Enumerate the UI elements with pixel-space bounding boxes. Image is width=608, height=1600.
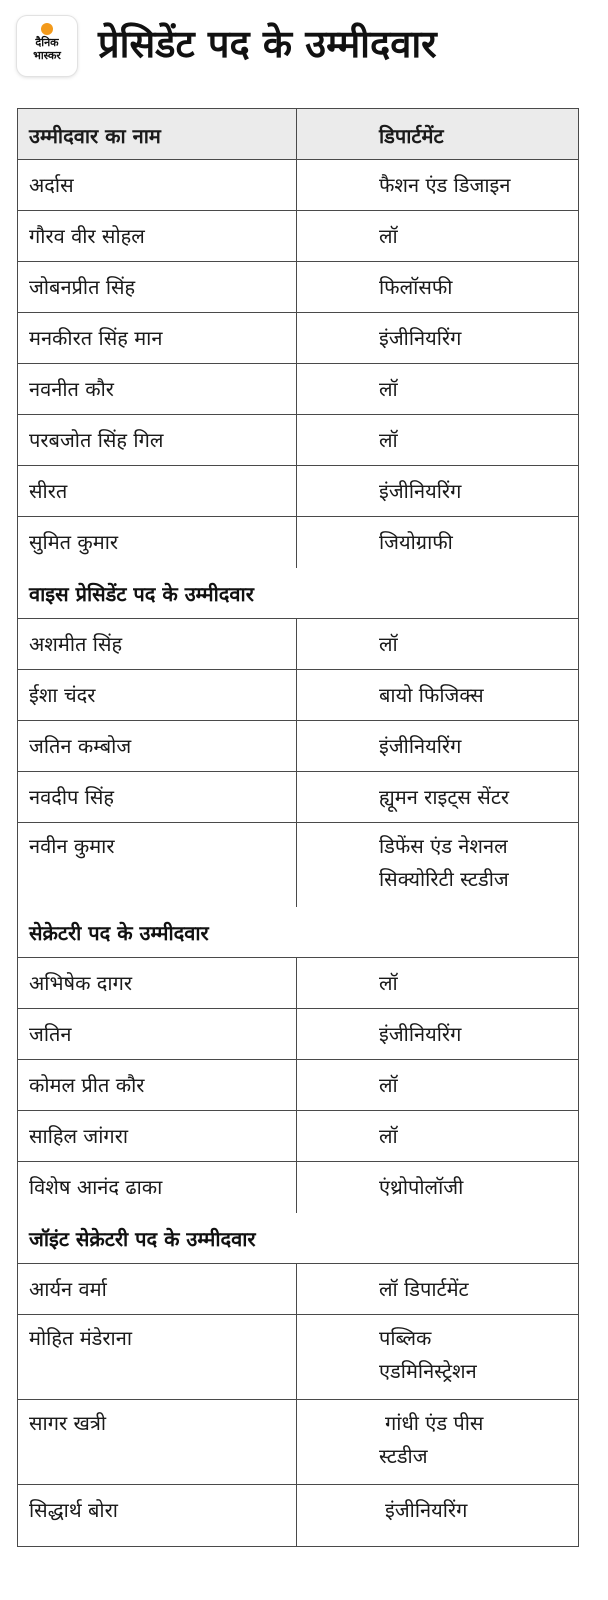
candidate-department: इंजीनियरिंग [296, 1009, 580, 1059]
candidates-table [17, 108, 579, 1547]
section-title: जॉइंट सेक्रेटरी पद के उम्मीदवार [29, 1227, 256, 1251]
candidate-name: मनकीरत सिंह मान [29, 326, 163, 350]
candidate-name: अभिषेक दागर [29, 971, 133, 995]
table-row [18, 1264, 578, 1315]
table-row [18, 670, 578, 721]
page-title: प्रेसिडेंट पद के उम्मीदवार [98, 22, 437, 66]
candidate-department: ह्यूमन राइट्स सेंटर [296, 772, 580, 822]
candidate-name: नवनीत कौर [29, 377, 114, 401]
table-row [18, 958, 578, 1009]
table-row [18, 1060, 578, 1111]
section-secretary [18, 907, 578, 958]
candidate-name: नवीन कुमार [29, 834, 115, 858]
candidate-department: इंजीनियरिंग [296, 313, 580, 363]
table-row [18, 1162, 578, 1213]
candidate-name: गौरव वीर सोहल [29, 224, 145, 248]
candidate-name: अशमीत सिंह [29, 632, 123, 656]
logo-sun-icon [41, 23, 53, 35]
table-row [18, 1315, 578, 1400]
candidate-department: लॉ [296, 364, 580, 414]
table-row [18, 211, 578, 262]
candidate-name: परबजोत सिंह गिल [29, 428, 164, 452]
candidate-department: गांधी एंड पीस स्टडीज [296, 1400, 580, 1484]
header [0, 0, 608, 95]
table-row [18, 1400, 578, 1485]
candidate-name: नवदीप सिंह [29, 785, 115, 809]
candidate-name: सुमित कुमार [29, 530, 119, 554]
table-row [18, 415, 578, 466]
section-title: सेक्रेटरी पद के उम्मीदवार [29, 921, 209, 945]
candidate-name: जोबनप्रीत सिंह [29, 275, 136, 299]
section-title: वाइस प्रेसिडेंट पद के उम्मीदवार [29, 582, 254, 606]
header-name: उम्मीदवार का नाम [29, 124, 161, 148]
candidate-name: अर्दास [29, 173, 74, 197]
candidate-name: जतिन कम्बोज [29, 734, 132, 758]
candidate-department: लॉ [296, 619, 580, 669]
candidate-name: सागर खत्री [29, 1411, 107, 1435]
table-row [18, 466, 578, 517]
candidate-department: फैशन एंड डिजाइन [296, 160, 580, 210]
candidate-name: कोमल प्रीत कौर [29, 1073, 145, 1097]
candidate-name: सिद्धार्थ बोरा [29, 1498, 118, 1522]
table-row [18, 772, 578, 823]
candidate-name: साहिल जांगरा [29, 1124, 129, 1148]
candidate-department: पब्लिक एडमिनिस्ट्रेशन [296, 1315, 580, 1399]
candidate-department: जियोग्राफी [296, 517, 580, 568]
candidate-department: लॉ [296, 1111, 580, 1161]
candidate-department: लॉ [296, 1060, 580, 1110]
table-row [18, 262, 578, 313]
candidate-department: इंजीनियरिंग [296, 1485, 580, 1546]
candidate-name: ईशा चंदर [29, 683, 96, 707]
dainik-bhaskar-logo[interactable] [17, 16, 77, 76]
candidate-department: लॉ [296, 415, 580, 465]
candidate-department: इंजीनियरिंग [296, 466, 580, 516]
logo-text-line2: भास्कर [33, 49, 61, 62]
table-row [18, 1111, 578, 1162]
candidate-name: जतिन [29, 1022, 72, 1046]
candidate-name: सीरत [29, 479, 68, 503]
candidate-department: लॉ [296, 958, 580, 1008]
header-department: डिपार्टमेंट [296, 109, 580, 159]
table-row [18, 160, 578, 211]
candidate-department: एंथ्रोपोलॉजी [296, 1162, 580, 1213]
candidate-department: फिलॉसफी [296, 262, 580, 312]
table-row [18, 1009, 578, 1060]
candidate-name: विशेष आनंद ढाका [29, 1175, 163, 1199]
candidate-department: बायो फिजिक्स [296, 670, 580, 720]
table-row [18, 619, 578, 670]
section-vice-president [18, 568, 578, 619]
table-row [18, 1485, 578, 1546]
candidate-department: लॉ [296, 211, 580, 261]
candidate-name: मोहित मंडेराना [29, 1326, 132, 1350]
candidate-department: इंजीनियरिंग [296, 721, 580, 771]
table-header-row [18, 109, 578, 160]
table-row [18, 364, 578, 415]
table-row [18, 823, 578, 907]
candidate-department: लॉ डिपार्टमेंट [296, 1264, 580, 1314]
table-row [18, 313, 578, 364]
candidate-department: डिफेंस एंड नेशनल सिक्योरिटी स्टडीज [296, 823, 580, 907]
table-row [18, 517, 578, 568]
table-row [18, 721, 578, 772]
logo-text-line1: दैनिक [35, 36, 59, 49]
section-joint-secretary [18, 1213, 578, 1264]
candidate-name: आर्यन वर्मा [29, 1277, 107, 1301]
